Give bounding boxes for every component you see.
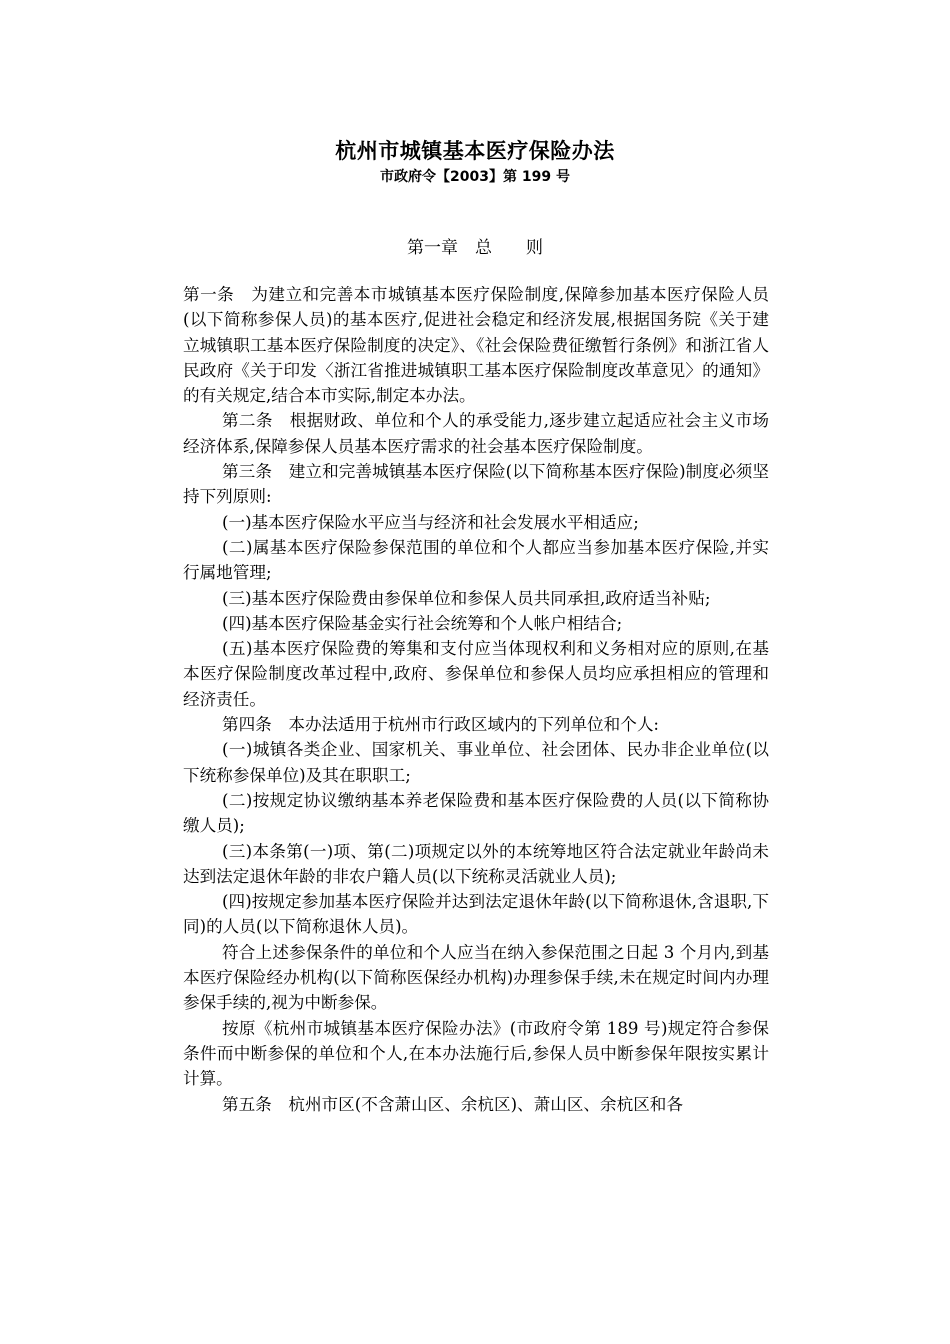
chapter-heading: 第一章 总 则 [407, 238, 543, 258]
document-body [183, 282, 769, 1117]
article-4-item-4: (四)按规定参加基本医疗保险并达到法定退休年龄(以下简称退休,含退职,下同)的人员(以下简称退休人员)。 [183, 892, 769, 937]
article-4-item-2: (二)按规定协议缴纳基本养老保险费和基本医疗保险费的人员(以下简称协缴人员); [183, 790, 769, 836]
article-4-paragraph-2: 符合上述参保条件的单位和个人应当在纳入参保范围之日起 3 个月内,到基本医疗保险经办机构(以下简称医保经办机构)办理参保手续,未在规定时间内办理参保手续的,视为中断参保。 [183, 942, 769, 1013]
article-3-item-3: (三)基本医疗保险费由参保单位和参保人员共同承担,政府适当补贴; [222, 588, 711, 608]
article-5: 第五条 杭州市区(不含萧山区、余杭区)、萧山区、余杭区和各 [222, 1094, 683, 1114]
article-4-item-3: (三)本条第(一)项、第(二)项规定以外的本统筹地区符合法定就业年龄尚未达到法定退休年龄的非农户籍人员(以下统称灵活就业人员); [183, 841, 769, 886]
article-3-item-2: (二)属基本医疗保险参保范围的单位和个人都应当参加基本医疗保险,并实行属地管理; [183, 537, 769, 583]
article-4-paragraph-3: 按原《杭州市城镇基本医疗保险办法》(市政府令第 189 号)规定符合参保条件而中断参保的单位和个人,在本办法施行后,参保人员中断参保年限按实累计计算。 [183, 1018, 769, 1089]
article-4-item-1: (一)城镇各类企业、国家机关、事业单位、社会团体、民办非企业单位(以下统称参保单位)及其在职职工; [183, 740, 769, 785]
article-2: 第二条 根据财政、单位和个人的承受能力,逐步建立起适应社会主义市场经济体系,保障参保人员基本医疗需求的社会基本医疗保险制度。 [183, 411, 769, 456]
article-3-item-1: (一)基本医疗保险水平应当与经济和社会发展水平相适应; [222, 512, 639, 532]
article-1: 第一条 为建立和完善本市城镇基本医疗保险制度,保障参加基本医疗保险人员(以下简称参保人员)的基本医疗,促进社会稳定和经济发展,根据国务院《关于建立城镇职工基本医疗保险制度的决定》、《社会保险费征缴暂行条例》和浙江省人民政府《关于印发〈浙江省推进城镇职工基本医疗保险制度改革意见〉的通知》的有关规定,结合本市实际,制定本办法。 [183, 285, 769, 406]
document-title: 杭州市城镇基本医疗保险办法 [335, 139, 615, 163]
decree-number: 市政府令【2003】第 199 号 [380, 169, 570, 185]
article-3-item-5: (五)基本医疗保险费的筹集和支付应当体现权利和义务相对应的原则,在基本医疗保险制度改革过程中,政府、参保单位和参保人员均应承担相应的管理和经济责任。 [183, 639, 769, 709]
article-3: 第三条 建立和完善城镇基本医疗保险(以下简称基本医疗保险)制度必须坚持下列原则: [183, 462, 769, 507]
article-3-item-4: (四)基本医疗保险基金实行社会统筹和个人帐户相结合; [222, 613, 623, 633]
article-4: 第四条 本办法适用于杭州市行政区域内的下列单位和个人: [222, 715, 660, 735]
